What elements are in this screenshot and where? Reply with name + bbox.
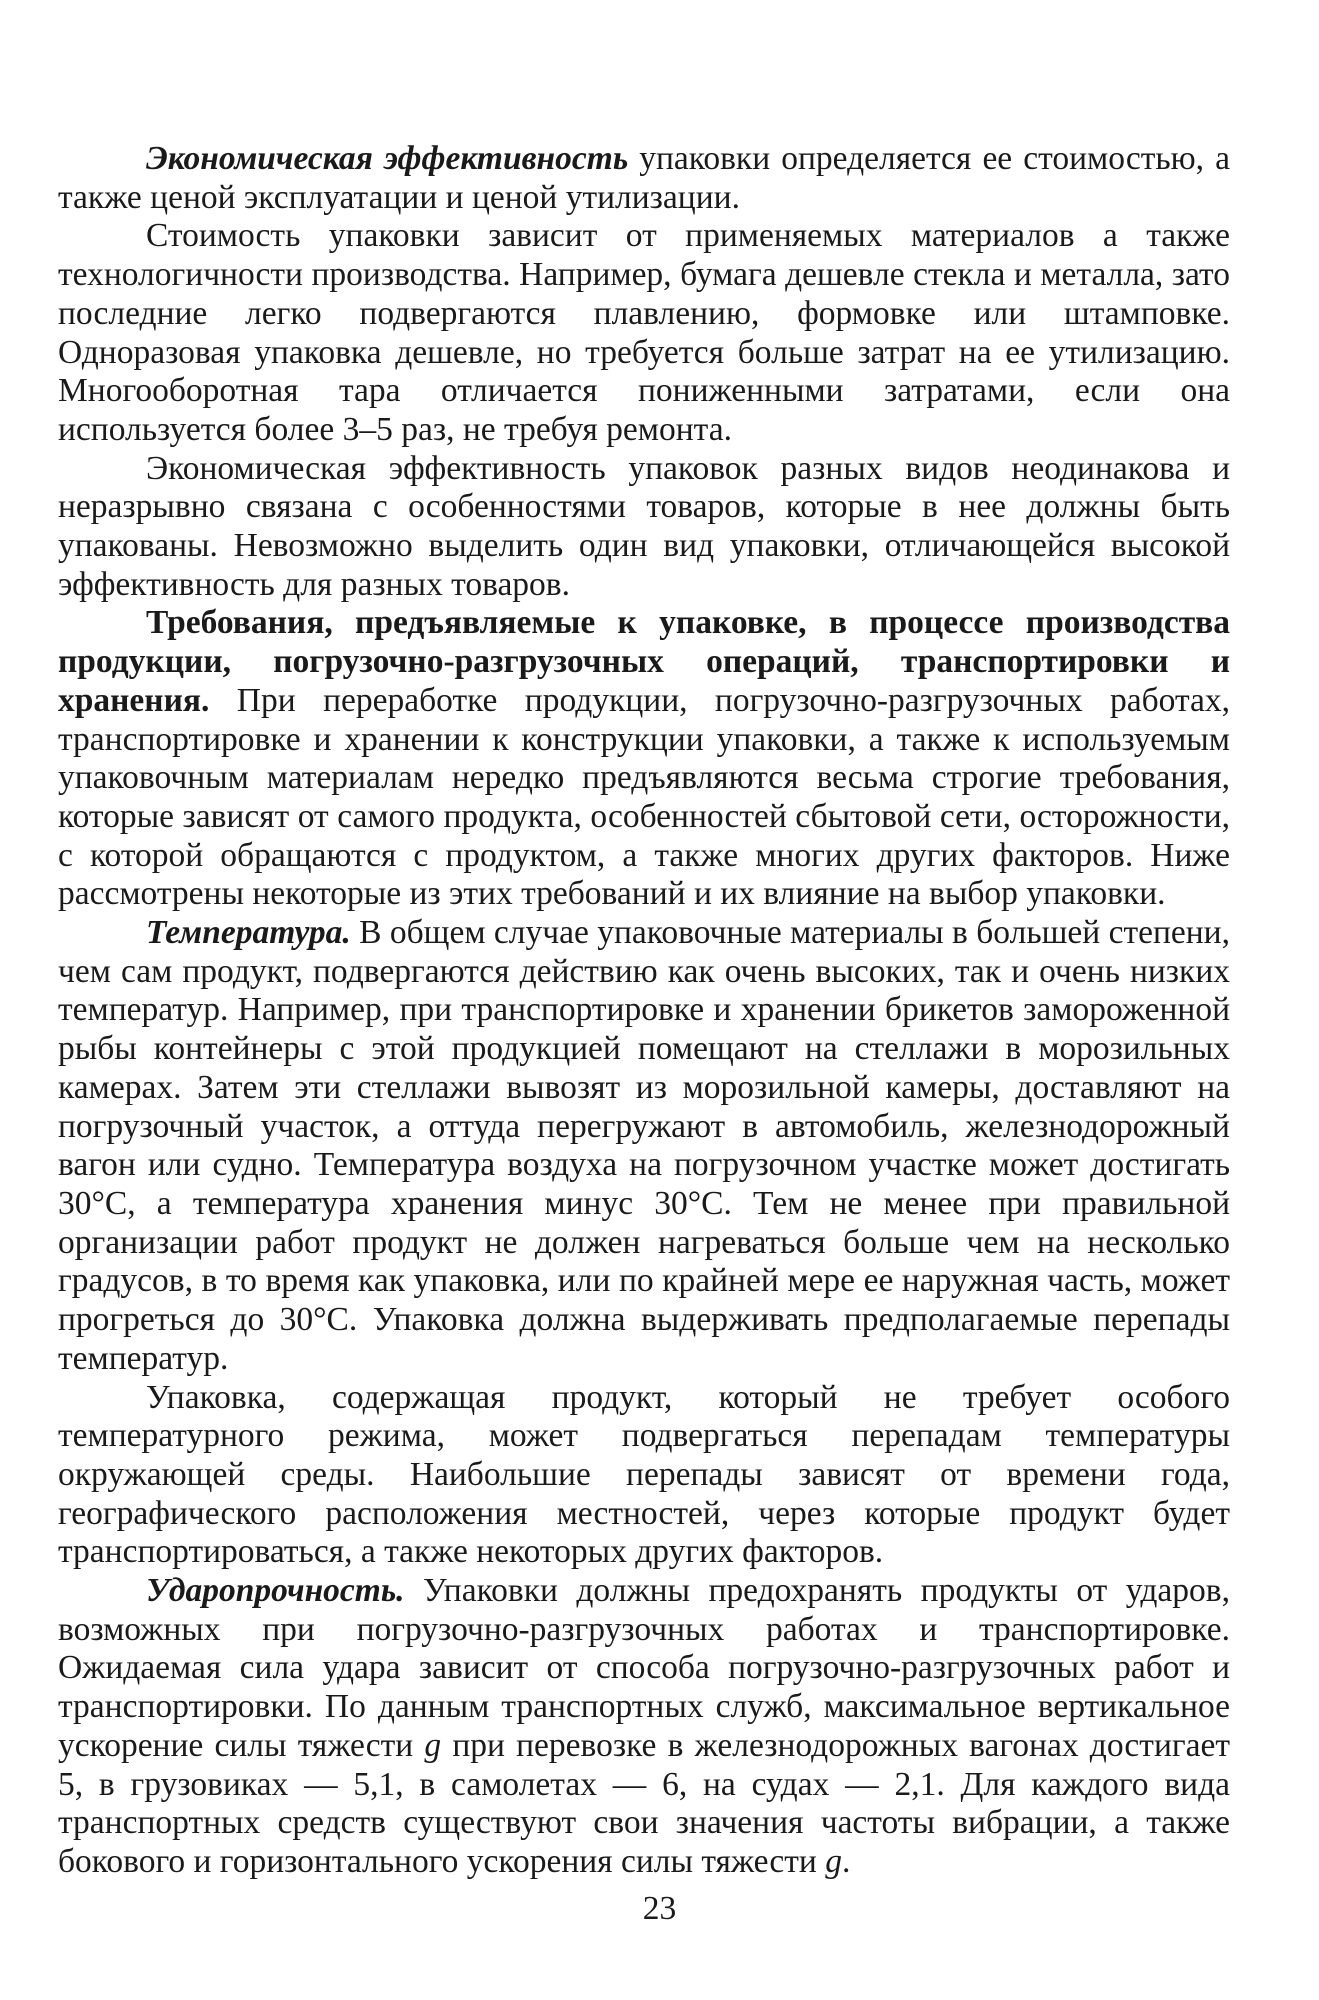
page-number: 23: [642, 1890, 677, 1927]
paragraph-text: упаковки определяется ее стоимостью, а также ценой эксплуатации и ценой утилизации.: [58, 140, 1230, 216]
heading-requirements: Требования, предъявляемые к упаковке, в процессе производства продукции, погрузочно-разгрузочных операций, транспортировки и хранения.: [58, 604, 1230, 719]
page-body: [58, 140, 1230, 1882]
paragraph-requirements: [58, 604, 1230, 914]
term-impact-resistance: Ударопрочность.: [146, 1572, 405, 1610]
variable-g: g: [424, 1726, 442, 1764]
paragraph-text: При переработке продукции, погрузочно-разгрузочных работах, транспортировке и хранении к конструкции упаковки, а также к используемым упаковочным материалам нередко предъявляются весьма строгие требования, которые зависят от самого продукта, особенностей сбытовой сети, осторожности, с которой обращаются с продуктом, а также многих других факторов. Ниже рассмотрены некоторые из этих требований и их влияние на выбор упаковки.: [58, 681, 1230, 913]
term-temperature: Температура.: [146, 914, 351, 952]
paragraph-temperature: [58, 914, 1230, 1378]
paragraph-impact-resistance: [58, 1572, 1230, 1882]
paragraph-efficiency-varies: [58, 450, 1230, 605]
term-economic-efficiency: Экономическая эффективность: [146, 140, 629, 177]
paragraph-text: Экономическая эффективность упаковок разных видов неодинакова и неразрывно связана с особенностями товаров, которые в нее должны быть упакованы. Невозможно выделить один вид упаковки, отличающейся высокой эффективность для разных товаров.: [58, 449, 1230, 603]
paragraph-text: Стоимость упаковки зависит от применяемых материалов а также технологичности производства. Например, бумага дешевле стекла и металла, зато последние легко подвергаются плавлению, формовке или штамповке. Одноразовая упаковка дешевле, но требуется больше затрат на ее утилизацию. Многооборотная тара отличается пониженными затратами, если она используется более 3–5 раз, не требуя ремонта.: [58, 217, 1230, 448]
paragraph-economic-efficiency: [58, 140, 1230, 217]
paragraph-text: .: [841, 1842, 851, 1880]
paragraph-text: Упаковка, содержащая продукт, который не требует особого температурного режима, может подвергаться перепадам температуры окружающей среды. Наибольшие перепады зависят от времени года, географического расположения местностей, через которые продукт будет транспортироваться, а также некоторых других факторов.: [58, 1378, 1230, 1571]
paragraph-temperature-variation: [58, 1379, 1230, 1573]
paragraph-packaging-cost: [58, 217, 1230, 449]
paragraph-text: Упаковки должны предохранять продукты от ударов, возможных при погрузочно-разгрузочных работах и транспортировке. Ожидаемая сила удара зависит от способа погрузочно-разгрузочных работ и транспортировки. По данным транспортных служб, максимальное вертикальное ускорение силы тяжести: [58, 1572, 1230, 1764]
paragraph-text: при перевозке в железнодорожных вагонах достигает 5, в грузовиках — 5,1, в самолетах — 6, на судах — 2,1. Для каждого вида транспортных средств существуют свои значения частоты вибрации, а также бокового и горизонтального ускорения силы тяжести: [58, 1726, 1230, 1880]
paragraph-text: В общем случае упаковочные материалы в большей степени, чем сам продукт, подвергаются действию как очень высоких, так и очень низких температур. Например, при транспортировке и хранении брикетов замороженной рыбы контейнеры с этой продукцией помещают на стеллажи в морозильных камерах. Затем эти стеллажи вывозят из морозильной камеры, доставляют на погрузочный участок, а оттуда перегружают в автомобиль, железнодорожный вагон или судно. Температура воздуха на погрузочном участке может достигать 30°С, а температура хранения минус 30°С. Тем не менее при правильной организации работ продукт не должен нагреваться больше чем на несколько градусов, в то время как упаковка, или по крайней мере ее наружная часть, может прогреться до 30°С. Упаковка должна выдерживать предполагаемые перепады температур.: [58, 914, 1230, 1377]
variable-g: g: [825, 1842, 842, 1880]
